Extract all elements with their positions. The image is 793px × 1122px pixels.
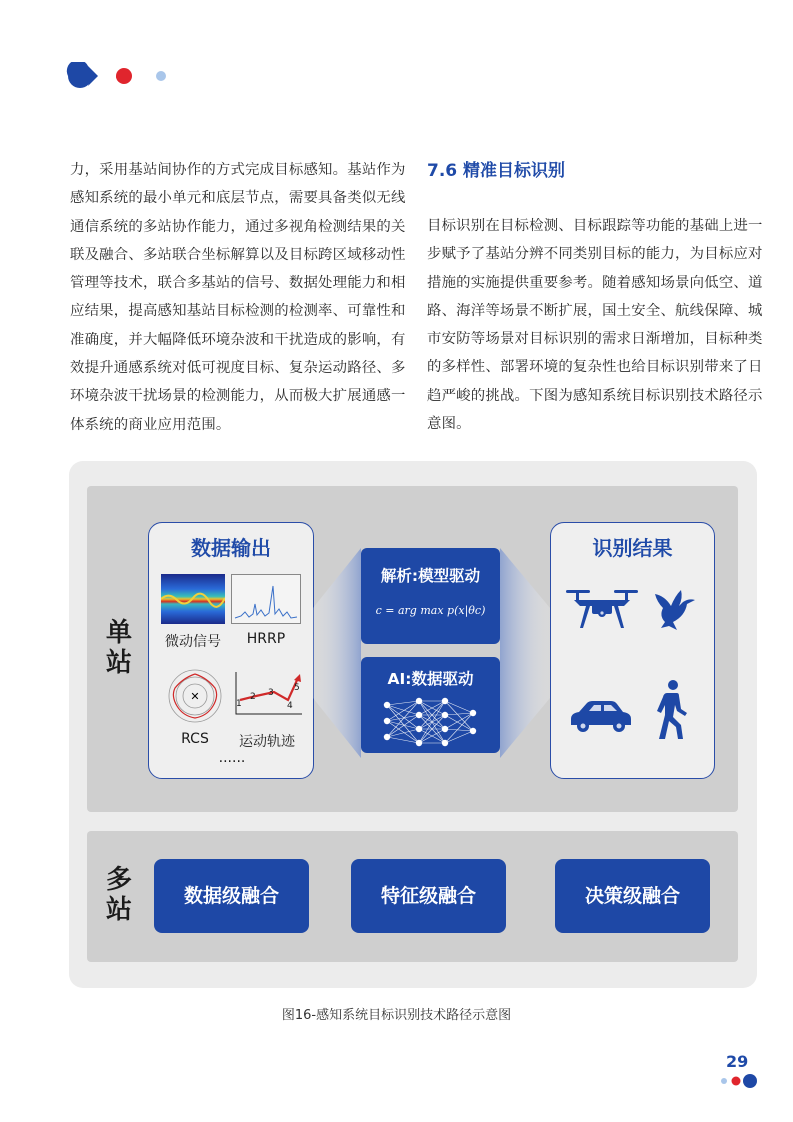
bird-icon [651,586,697,632]
feature-level-fusion: 特征级融合 [351,859,506,933]
traj-point-5: 5 [294,683,300,693]
model-formula: c = arg max p(x|θc) [375,604,486,617]
model-driven-title: 解析:模型驱动 [380,567,481,585]
hrrp-label: HRRP [246,631,286,647]
traj-point-4: 4 [287,701,293,711]
result-title: 识别结果 [592,536,673,560]
single-station-label: 单站 [105,618,132,678]
hrrp-plot [231,574,301,624]
right-paragraph: 目标识别在目标检测、目标跟踪等功能的基础上进一步赋予了基站分辨不同类别目标的能力，为目标应对措施的实施提供重要参考。随着感知场景向低空、道路、海洋等场景不断扩展，国土安全、航线保障、城市安防等场景对目标识别的需求日渐增加，目标种类的多样性、部署环境的复杂性也给目标识别带来了日趋严峻的挑战。下图为感知系统目标识别技术路径示意图。 [427,218,763,433]
decision-level-fusion: 决策级融合 [555,859,710,933]
multi-station-label: 多站 [105,865,132,925]
left-column [70,156,408,439]
micro-motion-spectrogram [161,574,225,624]
page-number: 29 [726,1052,749,1071]
trajectory-label: 运动轨迹 [239,734,295,750]
left-paragraph: 力，采用基站间协作的方式完成目标感知。基站作为感知系统的最小单元和底层节点，需要具备类似无线通信系统的多站协作能力，通过多视角检测结果的关联及融合、多站联合坐标解算以及目标跨区域移动性管理等技术，联合多基站的信号、数据处理能力和相应结果，提高感知基站目标检测的检测率、可靠性和准确度，并大幅降低环境杂波和干扰造成的影响，有效提升通感系统对低可视度目标、复杂运动路径、多环境杂波干扰场景的检测能力，从而极大扩展通感一体系统的商业应用范围。 [70,162,406,433]
svg-text:✕: ✕ [190,690,200,703]
figure-caption: 图16-感知系统目标识别技术路径示意图 [281,1008,512,1023]
ellipsis: ...... [218,750,246,766]
rcs-label: RCS [181,731,209,747]
traj-point-1: 1 [236,699,242,709]
decor-dots-bottom [716,1073,760,1089]
drone-icon [564,586,640,632]
decor-dots-top [66,62,176,90]
traj-point-2: 2 [250,692,256,702]
neural-network-icon [383,695,479,747]
section-title: 7.6 精准目标识别 [427,161,566,181]
rcs-plot [167,668,223,724]
ai-driven-title: AI:数据驱动 [387,670,474,688]
data-output-title: 数据输出 [191,536,271,560]
right-funnel [500,548,550,758]
car-icon [567,697,635,737]
data-level-fusion: 数据级融合 [154,859,309,933]
traj-point-3: 3 [268,688,274,698]
model-driven-box [361,548,500,644]
left-funnel [313,548,361,758]
pedestrian-icon [651,679,691,741]
micro-motion-label: 微动信号 [165,634,221,650]
right-column [427,212,763,438]
ai-driven-box [361,657,500,753]
